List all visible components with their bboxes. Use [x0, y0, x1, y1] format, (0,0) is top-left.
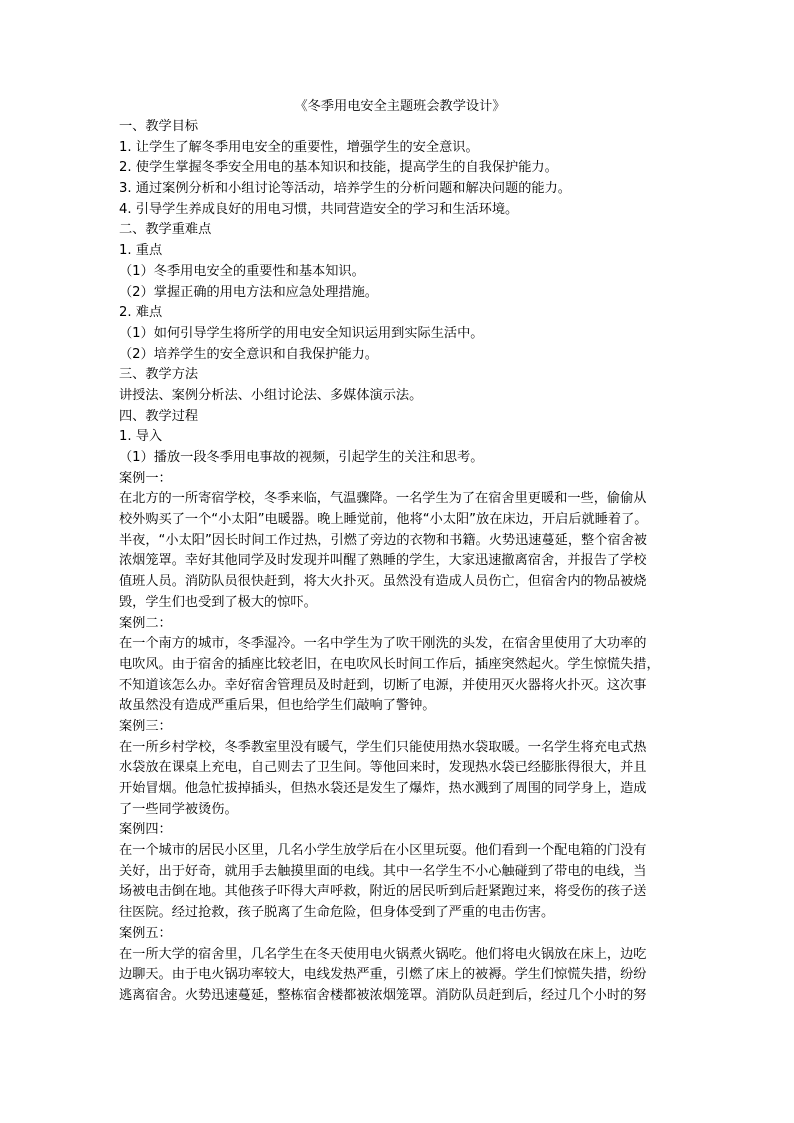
case-text-line: 边聊天。由于电火锅功率较大，电线发热严重，引燃了床上的被褥。学生们惊慌失措，纷纷	[119, 967, 647, 983]
case-text-line: 不知道该怎么办。幸好宿舍管理员及时赶到，切断了电源，并使用灭火器将火扑灭。这次事	[119, 677, 647, 693]
section-heading-process: 四、教学过程	[119, 408, 199, 424]
difficulty-item: （2）培养学生的安全意识和自我保护能力。	[119, 346, 378, 362]
case-text-line: 电吹风。由于宿舍的插座比较老旧，在电吹风长时间工作后，插座突然起火。学生惊慌失措，	[119, 656, 660, 672]
case-paragraph	[119, 489, 681, 613]
case-text-line: 校外购买了一个“小太阳”电暖器。晚上睡觉前，他将“小太阳”放在床边，开启后就睡着了。	[119, 512, 648, 528]
case-text-line: 往医院。经过抢救，孩子脱离了生命危险，但身体受到了严重的电击伤害。	[119, 905, 555, 921]
objective-item: 1. 让学生了解冬季用电安全的重要性，增强学生的安全意识。	[119, 139, 479, 155]
case-text-line: 开始冒烟。他急忙拔掉插头，但热水袋还是发生了爆炸，热水溅到了周围的同学身上，造成	[119, 781, 647, 796]
objective-item: 2. 使学生掌握冬季安全用电的基本知识和技能，提高学生的自我保护能力。	[119, 160, 558, 176]
case-text-line: 浓烟笼罩。幸好其他同学及时发现并叫醒了熟睡的学生，大家迅速撤离宿舍，并报告了学校	[119, 553, 647, 569]
case-text-line: 在一所大学的宿舍里，几名学生在冬天使用电火锅煮火锅吃。他们将电火锅放在床上，边吃	[119, 946, 647, 962]
case-text-line: 场被电击倒在地。其他孩子吓得大声呼救，附近的居民听到后赶紧跑过来，将受伤的孩子送	[119, 884, 647, 900]
case-text-line: 半夜，“小太阳”因长时间工作过热，引燃了旁边的衣物和书籍。火势迅速蔓延，整个宿舍被	[119, 532, 647, 548]
subheading-intro: 1. 导入	[119, 429, 163, 445]
methods-text: 讲授法、案例分析法、小组讨论法、多媒体演示法。	[119, 387, 423, 403]
section-heading-objectives: 一、教学目标	[119, 119, 199, 134]
objective-item: 3. 通过案例分析和小组讨论等活动，培养学生的分析问题和解决问题的能力。	[119, 181, 571, 197]
case-text-line: 在一个城市的居民小区里，几名小学生放学后在小区里玩耍。他们看到一个配电箱的门没有	[119, 843, 647, 859]
case-paragraph	[119, 945, 681, 1007]
case-paragraph	[119, 841, 681, 924]
case-label: 案例三：	[119, 718, 172, 734]
case-label: 案例五：	[119, 925, 172, 941]
intro-text: （1）播放一段冬季用电事故的视频，引起学生的关注和思考。	[119, 450, 484, 465]
subheading-difficulty: 2. 难点	[119, 305, 163, 321]
objective-item: 4. 引导学生养成良好的用电习惯，共同营造安全的学习和生活环境。	[119, 201, 519, 217]
case-paragraph	[119, 634, 681, 717]
case-text-line: 毁，学生们也受到了极大的惊吓。	[119, 594, 317, 610]
section-heading-methods: 三、教学方法	[119, 367, 199, 383]
key-item: （1）冬季用电安全的重要性和基本知识。	[119, 263, 365, 279]
difficulty-item: （1）如何引导学生将所学的用电安全知识运用到实际生活中。	[119, 325, 484, 341]
case-paragraph	[119, 738, 681, 821]
case-text-line: 了一些同学被烫伤。	[119, 801, 238, 817]
case-text-line: 值班人员。消防队员很快赶到，将大火扑灭。虽然没有造成人员伤亡，但宿舍内的物品被烧	[119, 574, 647, 590]
case-text-line: 在一所乡村学校，冬季教室里没有暖气，学生们只能使用热水袋取暖。一名学生将充电式热	[119, 739, 647, 755]
case-text-line: 故虽然没有造成严重后果，但也给学生们敲响了警钟。	[119, 698, 436, 714]
section-heading-key-points: 二、教学重难点	[119, 222, 212, 238]
key-item: （2）掌握正确的用电方法和应急处理措施。	[119, 284, 378, 300]
document-title: 《冬季用电安全主题班会教学设计》	[294, 99, 506, 114]
case-text-line: 逃离宿舍。火势迅速蔓延，整栋宿舍楼都被浓烟笼罩。消防队员赶到后，经过几个小时的努	[119, 987, 647, 1003]
case-label: 案例一：	[119, 470, 172, 486]
case-text-line: 在北方的一所寄宿学校，冬季来临，气温骤降。一名学生为了在宿舍里更暖和一些，偷偷从	[119, 491, 647, 507]
case-text-line: 水袋放在课桌上充电，自己则去了卫生间。等他回来时，发现热水袋已经膨胀得很大，并且	[119, 760, 647, 776]
case-label: 案例二：	[119, 615, 172, 631]
case-text-line: 关好，出于好奇，就用手去触摸里面的电线。其中一名学生不小心触碰到了带电的电线，当	[119, 863, 647, 879]
case-text-line: 在一个南方的城市，冬季湿冷。一名中学生为了吹干刚洗的头发，在宿舍里使用了大功率的	[119, 636, 647, 652]
case-label: 案例四：	[119, 822, 172, 838]
document-body	[119, 96, 681, 1007]
subheading-key: 1. 重点	[119, 243, 163, 259]
